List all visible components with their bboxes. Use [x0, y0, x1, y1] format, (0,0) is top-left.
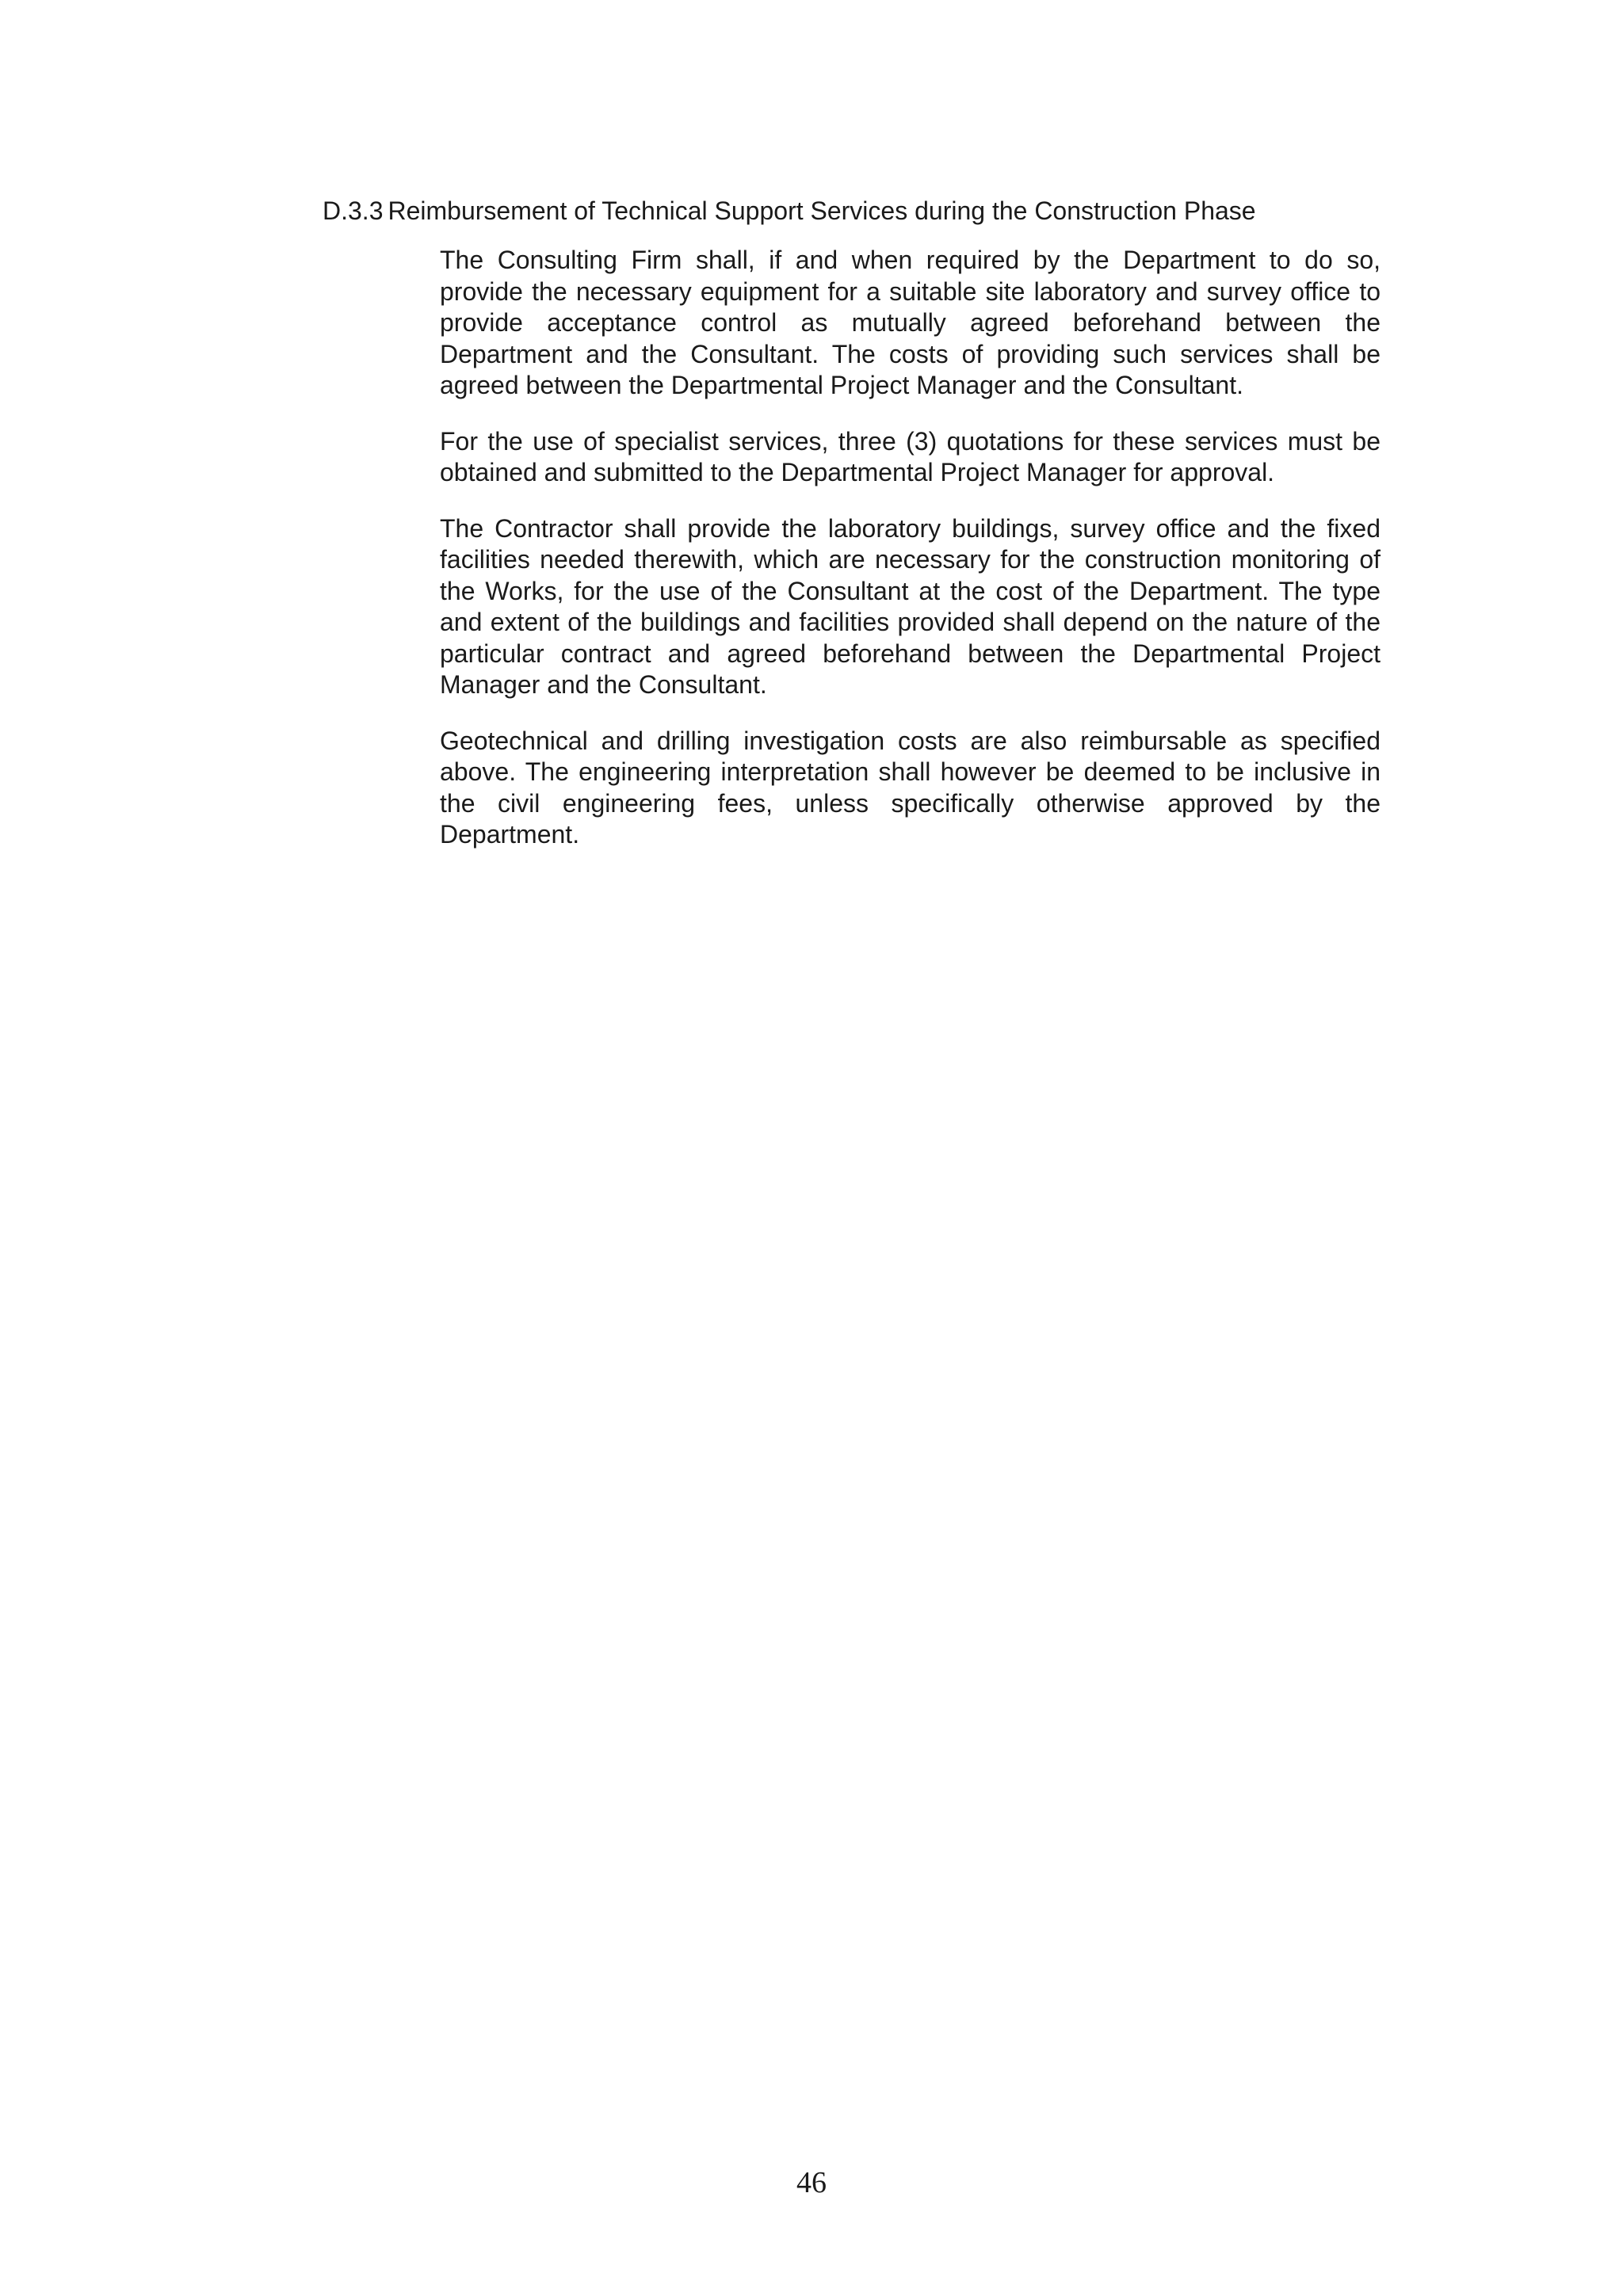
section-body	[440, 245, 1381, 875]
paragraph-contractor-facilities: The Contractor shall provide the laboratory buildings, survey office and the fixed facilities needed therewith, which are necessary for the construction monitoring of the Works, for the use of the Consultant at the cost of the Department. The type and extent of the buildings and facilities provided shall depend on the nature of the particular contract and agreed beforehand between the Departmental Project Manager and the Consultant.	[440, 513, 1381, 699]
paragraph-specialist-services: For the use of specialist services, three (3) quotations for these services must be obtained and submitted to the Departmental Project Manager for approval.	[440, 426, 1381, 486]
section-title: Reimbursement of Technical Support Services during the Construction Phase	[388, 196, 1256, 225]
paragraph-geotechnical-costs: Geotechnical and drilling investigation costs are also reimbursable as specified above. The engineering interpretation shall however be deemed to be inclusive in the civil engineering fees, unless specifically otherwise approved by the Department.	[440, 726, 1381, 849]
page-number: 46	[796, 2166, 827, 2199]
section-number: D.3.3	[323, 196, 384, 225]
section-heading	[323, 195, 1256, 227]
paragraph-equipment-provision: The Consulting Firm shall, if and when required by the Department to do so, provide the necessary equipment for a suitable site laboratory and survey office to provide acceptance control as mutually agreed beforehand between the Department and the Consultant. The costs of providing such services shall be agreed between the Departmental Project Manager and the Consultant.	[440, 246, 1381, 399]
